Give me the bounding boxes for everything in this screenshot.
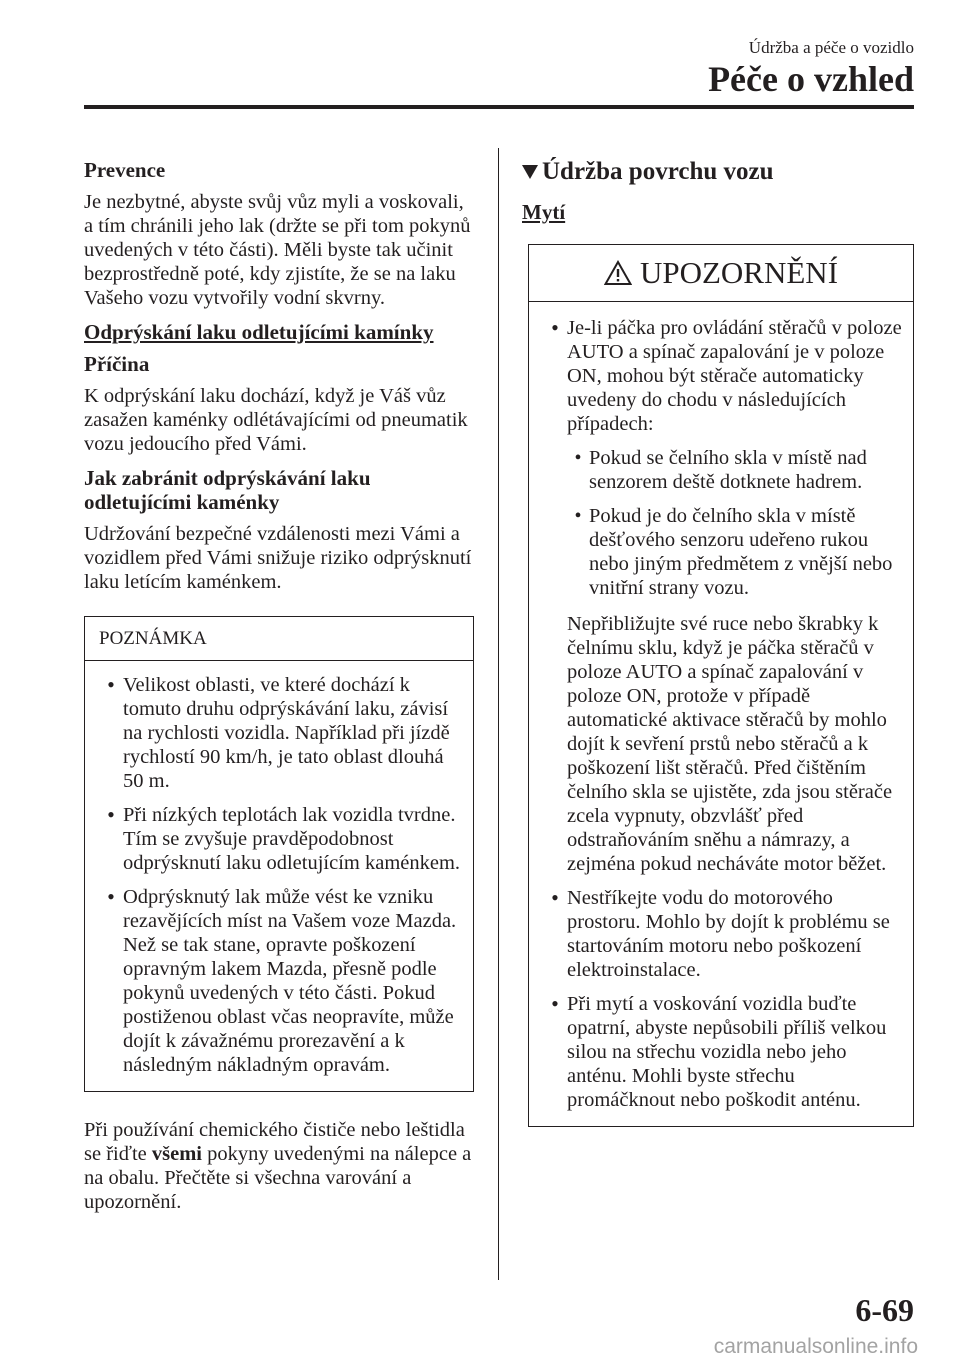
note-box xyxy=(84,616,474,1092)
warning-bullet-text: Nestříkejte vodu do motorového prostoru. Mohlo by dojít k problému se startováním motoru nebo poškození elektroinstalace. xyxy=(567,887,890,981)
chipping-heading: Odprýskání laku odletujícími kamínky xyxy=(84,320,434,344)
chem-text-emphasis: všemi xyxy=(151,1143,203,1165)
wash-heading: Mytí xyxy=(522,200,566,224)
column-divider xyxy=(498,148,499,1280)
chemical-cleaner-text xyxy=(84,1118,474,1214)
header-section-label: Údržba a péče o vozidlo xyxy=(748,38,914,57)
page-number: 6-69 xyxy=(855,1292,914,1328)
note-bullet-text: Odprýsknutý lak může vést ke vzniku rezavějících míst na Vašem voze Mazda. Než se tak stane, opravte poškození opravným lakem Mazda, přesně podle pokynů uvedených v této části. Pokud postiženou oblast včas neopravíte, může dojít k závažnému prorezavění a k následným nákladným opravám. xyxy=(123,886,457,1076)
note-bullet-text: Při nízkých teplotách lak vozidla tvrdne. Tím se zvyšuje pravděpodobnost odprýsknutí laku odletujícím kaménkem. xyxy=(123,804,461,874)
warning-title: UPOZORNĚNÍ xyxy=(639,255,839,290)
header-rule xyxy=(84,105,914,109)
warning-follow-text: Nepřibližujte své ruce nebo škrabky k čelnímu sklu, když je páčka stěračů v poloze AUTO a spínač zapalování v poloze ON, protože v případě automatické aktivace stěračů by mohlo dojít k sevření prstů nebo stěračů a k poškození lišt stěračů. Před čištěním čelního skla se ujistěte, zda jsou stěrače zcela vypnuty, obzvlášť před odstraňováním sněhu a námrazy, a zejména pokud necháváte motor běžet. xyxy=(567,613,893,875)
warning-sub-bullet xyxy=(567,446,903,494)
chem-text-end: pokyny uvedenými na nálepce a na obalu. Přečtěte si všechna varování a upozornění. xyxy=(84,1143,472,1213)
warning-triangle-icon xyxy=(604,260,632,286)
warning-box xyxy=(528,244,914,1127)
warning-sub-bullet xyxy=(567,504,903,600)
bullet-dot-icon: • xyxy=(551,885,559,910)
bullet-dot-icon: • xyxy=(107,802,115,827)
right-column xyxy=(522,158,914,1127)
warning-bullet xyxy=(543,886,903,982)
note-bullet xyxy=(99,803,463,875)
note-bullet-text: Velikost oblasti, ve které dochází k tomuto druhu odprýskávání laku, závisí na rychlosti vozidla. Například při jízdě rychlostí 90 km/h, je tato oblast dlouhá 50 m. xyxy=(123,674,450,792)
prevence-heading: Prevence xyxy=(84,158,166,182)
prevent-text: Udržování bezpečné vzdálenosti mezi Vámi a vozidlem před Vámi snižuje riziko odprýsknutí laku letícím kaménkem. xyxy=(84,523,472,593)
cause-text: K odprýskání laku dochází, když je Váš vůz zasažen kaménky odlétávajícími od pneumatik vozu jedoucího před Vámi. xyxy=(84,385,468,455)
page-title: Péče o vzhled xyxy=(708,59,914,99)
warning-bullet xyxy=(543,316,903,876)
section-title xyxy=(522,158,914,186)
warning-bullet-text: Je-li páčka pro ovládání stěračů v poloze AUTO a spínač zapalování je v poloze ON, mohou být stěrače automaticky uvedeny do chodu v následujících případech: xyxy=(567,317,902,435)
bullet-dot-icon: • xyxy=(574,447,582,469)
bullet-dot-icon: • xyxy=(107,672,115,697)
note-title: POZNÁMKA xyxy=(85,617,473,661)
warning-header xyxy=(529,245,913,302)
note-bullet xyxy=(99,885,463,1077)
section-title-text: Údržba povrchu vozu xyxy=(542,158,774,185)
note-bullet xyxy=(99,673,463,793)
bullet-dot-icon: • xyxy=(107,884,115,909)
bullet-dot-icon: • xyxy=(574,505,582,527)
triangle-down-icon xyxy=(522,165,538,179)
warning-sub-bullet-text: Pokud je do čelního skla v místě dešťového senzoru udeřeno rukou nebo jiným předmětem z vnější nebo vnitřní strany vozu. xyxy=(589,505,893,599)
prevent-heading: Jak zabránit odprýskávání laku odletujícími kaménky xyxy=(84,466,371,514)
bullet-dot-icon: • xyxy=(551,991,559,1016)
cause-heading: Příčina xyxy=(84,352,150,376)
warning-bullet xyxy=(543,992,903,1112)
bullet-dot-icon: • xyxy=(551,315,559,340)
warning-sub-bullet-text: Pokud se čelního skla v místě nad senzorem deště dotknete hadrem. xyxy=(589,447,867,493)
watermark: carmanualsonline.info xyxy=(713,1335,918,1358)
prevence-text: Je nezbytné, abyste svůj vůz myli a voskovali, a tím chránili jeho lak (držte se při tom pokynů uvedených v této části). Měli byste tak učinit bezprostředně poté, kdy zjistíte, že se na laku Vašeho vozu vytvořily vodní skvrny. xyxy=(84,191,471,309)
left-column xyxy=(84,158,474,1224)
warning-bullet-text: Při mytí a voskování vozidla buďte opatrní, abyste nepůsobili příliš velkou silou na střechu vozidla nebo jeho anténu. Mohli byste střechu promáčknout nebo poškodit anténu. xyxy=(567,993,887,1111)
chem-text-start: Při používání chemického čističe nebo leštidla se řiďte xyxy=(84,1119,465,1165)
